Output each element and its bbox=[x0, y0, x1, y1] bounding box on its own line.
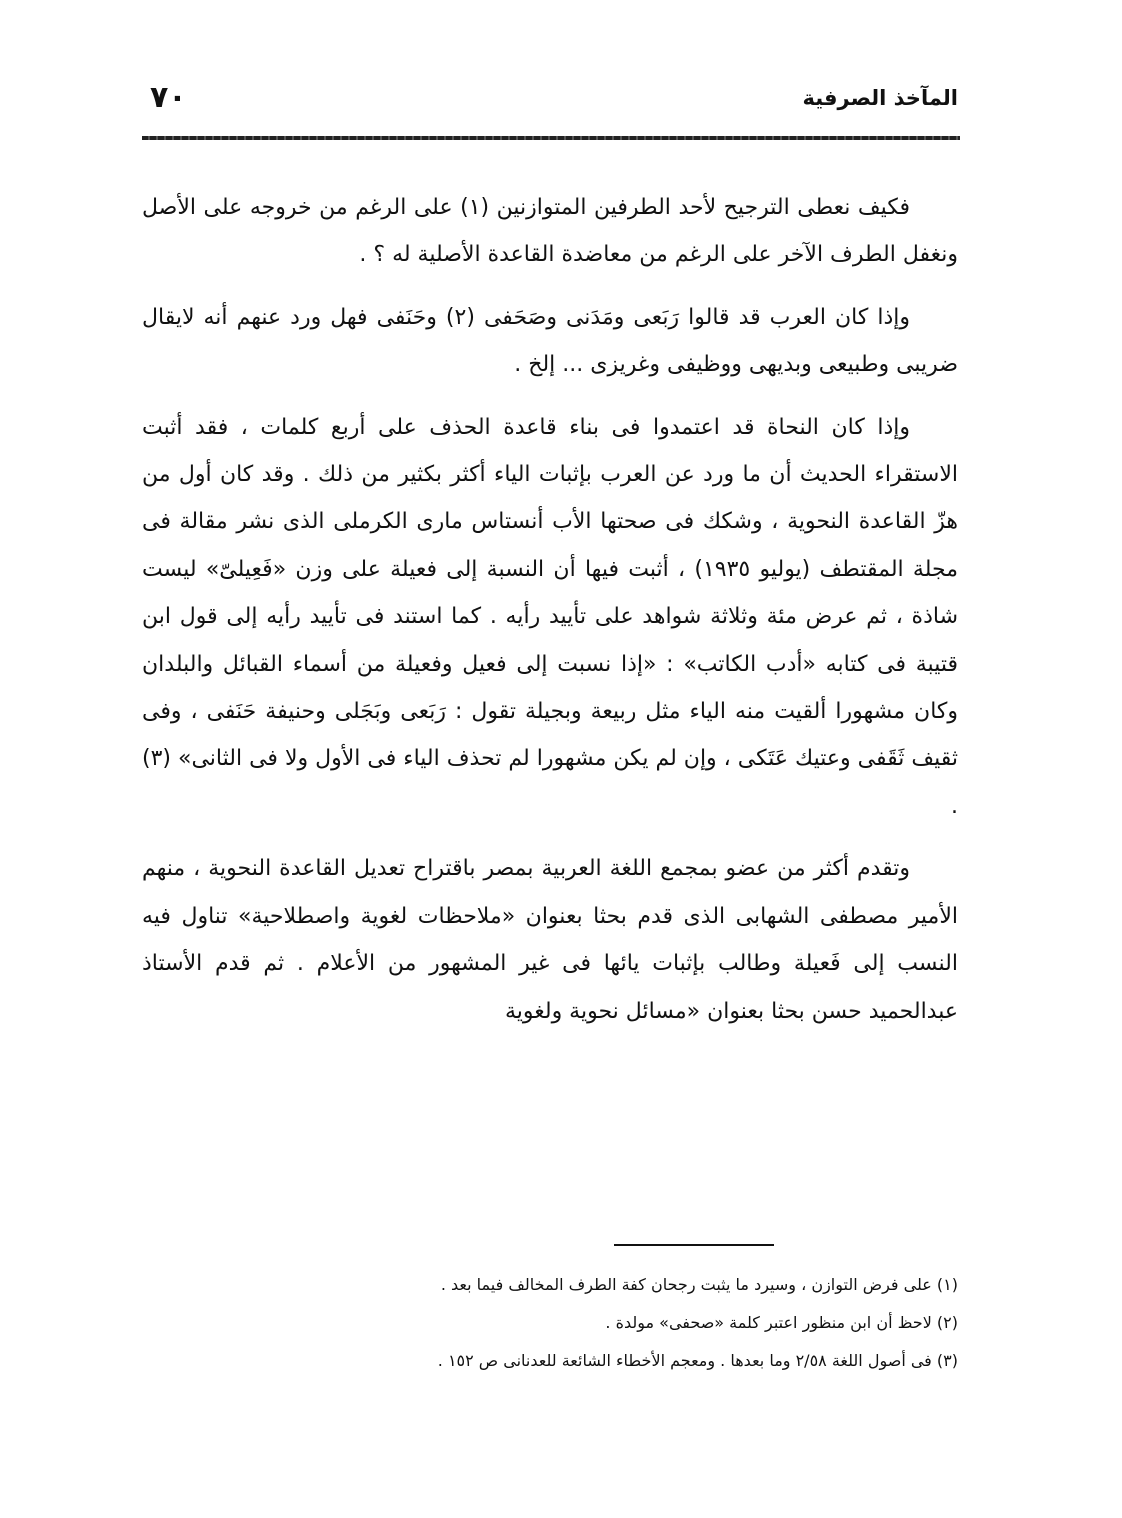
page-header bbox=[142, 80, 958, 124]
header-divider bbox=[142, 136, 960, 140]
footnote: (٣) فى أصول اللغة ٢/٥٨ وما بعدها . ومعجم الأخطاء الشائعة للعدنانى ص ١٥٢ . bbox=[437, 1351, 958, 1370]
paragraph: وتقدم أكثر من عضو بمجمع اللغة العربية بمصر باقتراح تعديل القاعدة النحوية ، منهم الأمير مصطفى الشهابى الذى قدم بحثا بعنوان «ملاحظات لغوية واصطلاحية» تناول فيه النسب إلى فَعيلة وطالب بإثبات يائها فى غير المشهور من الأعلام . ثم قدم الأستاذ عبدالحميد حسن بحثا بعنوان «مسائل نحوية ولغوية bbox=[142, 856, 958, 1024]
footnote-divider bbox=[614, 1244, 774, 1246]
footnotes bbox=[142, 1266, 958, 1380]
footnote: (١) على فرض التوازن ، وسيرد ما يثبت رجحان كفة الطرف المخالف فيما بعد . bbox=[440, 1275, 958, 1294]
footnote: (٢) لاحظ أن ابن منظور اعتبر كلمة «صحفى» مولدة . bbox=[605, 1313, 958, 1332]
running-title: المآخذ الصرفية bbox=[802, 86, 958, 110]
page-number: ٧٠ bbox=[150, 80, 187, 115]
paragraph: فكيف نعطى الترجيح لأحد الطرفين المتوازنين (١) على الرغم من خروجه على الأصل ونغفل الطرف الآخر على الرغم من معاضدة القاعدة الأصلية له ؟ . bbox=[142, 195, 958, 268]
paragraph: وإذا كان النحاة قد اعتمدوا فى بناء قاعدة الحذف على أربع كلمات ، فقد أثبت الاستقراء الحديث أن ما ورد عن العرب بإثبات الياء أكثر بكثير من ذلك . وقد كان أول من هزّ القاعدة النحوية ، وشكك فى صحتها الأب أنستاس مارى الكرملى الذى نشر مقالة فى مجلة المقتطف (يوليو ١٩٣٥) ، أثبت فيها أن النسبة إلى فعيلة على وزن «فَعِيلىّ» ليست شاذة ، ثم عرض مئة وثلاثة شواهد على تأييد رأيه . كما استند فى تأييد رأيه إلى قول ابن قتيبة فى كتابه «أدب الكاتب» : «إذا نسبت إلى فعيل وفعيلة من أسماء القبائل والبلدان وكان مشهورا ألقيت منه الياء مثل ربيعة وبجيلة تقول : رَبَعى وبَجَلى وحنيفة حَنَفى ، وفى ثقيف ثَقَفى وعتيك عَتَكى ، وإن لم يكن مشهورا لم تحذف الياء فى الأول ولا فى الثانى» (٣) . bbox=[142, 414, 958, 819]
body-text bbox=[142, 184, 958, 1035]
paragraph: وإذا كان العرب قد قالوا رَبَعى ومَدَنى وصَحَفى (٢) وحَنَفى فهل ورد عنهم أنه لايقال ضريبى وطبيعى وبديهى ووظيفى وغريزى ... إلخ . bbox=[142, 304, 958, 378]
